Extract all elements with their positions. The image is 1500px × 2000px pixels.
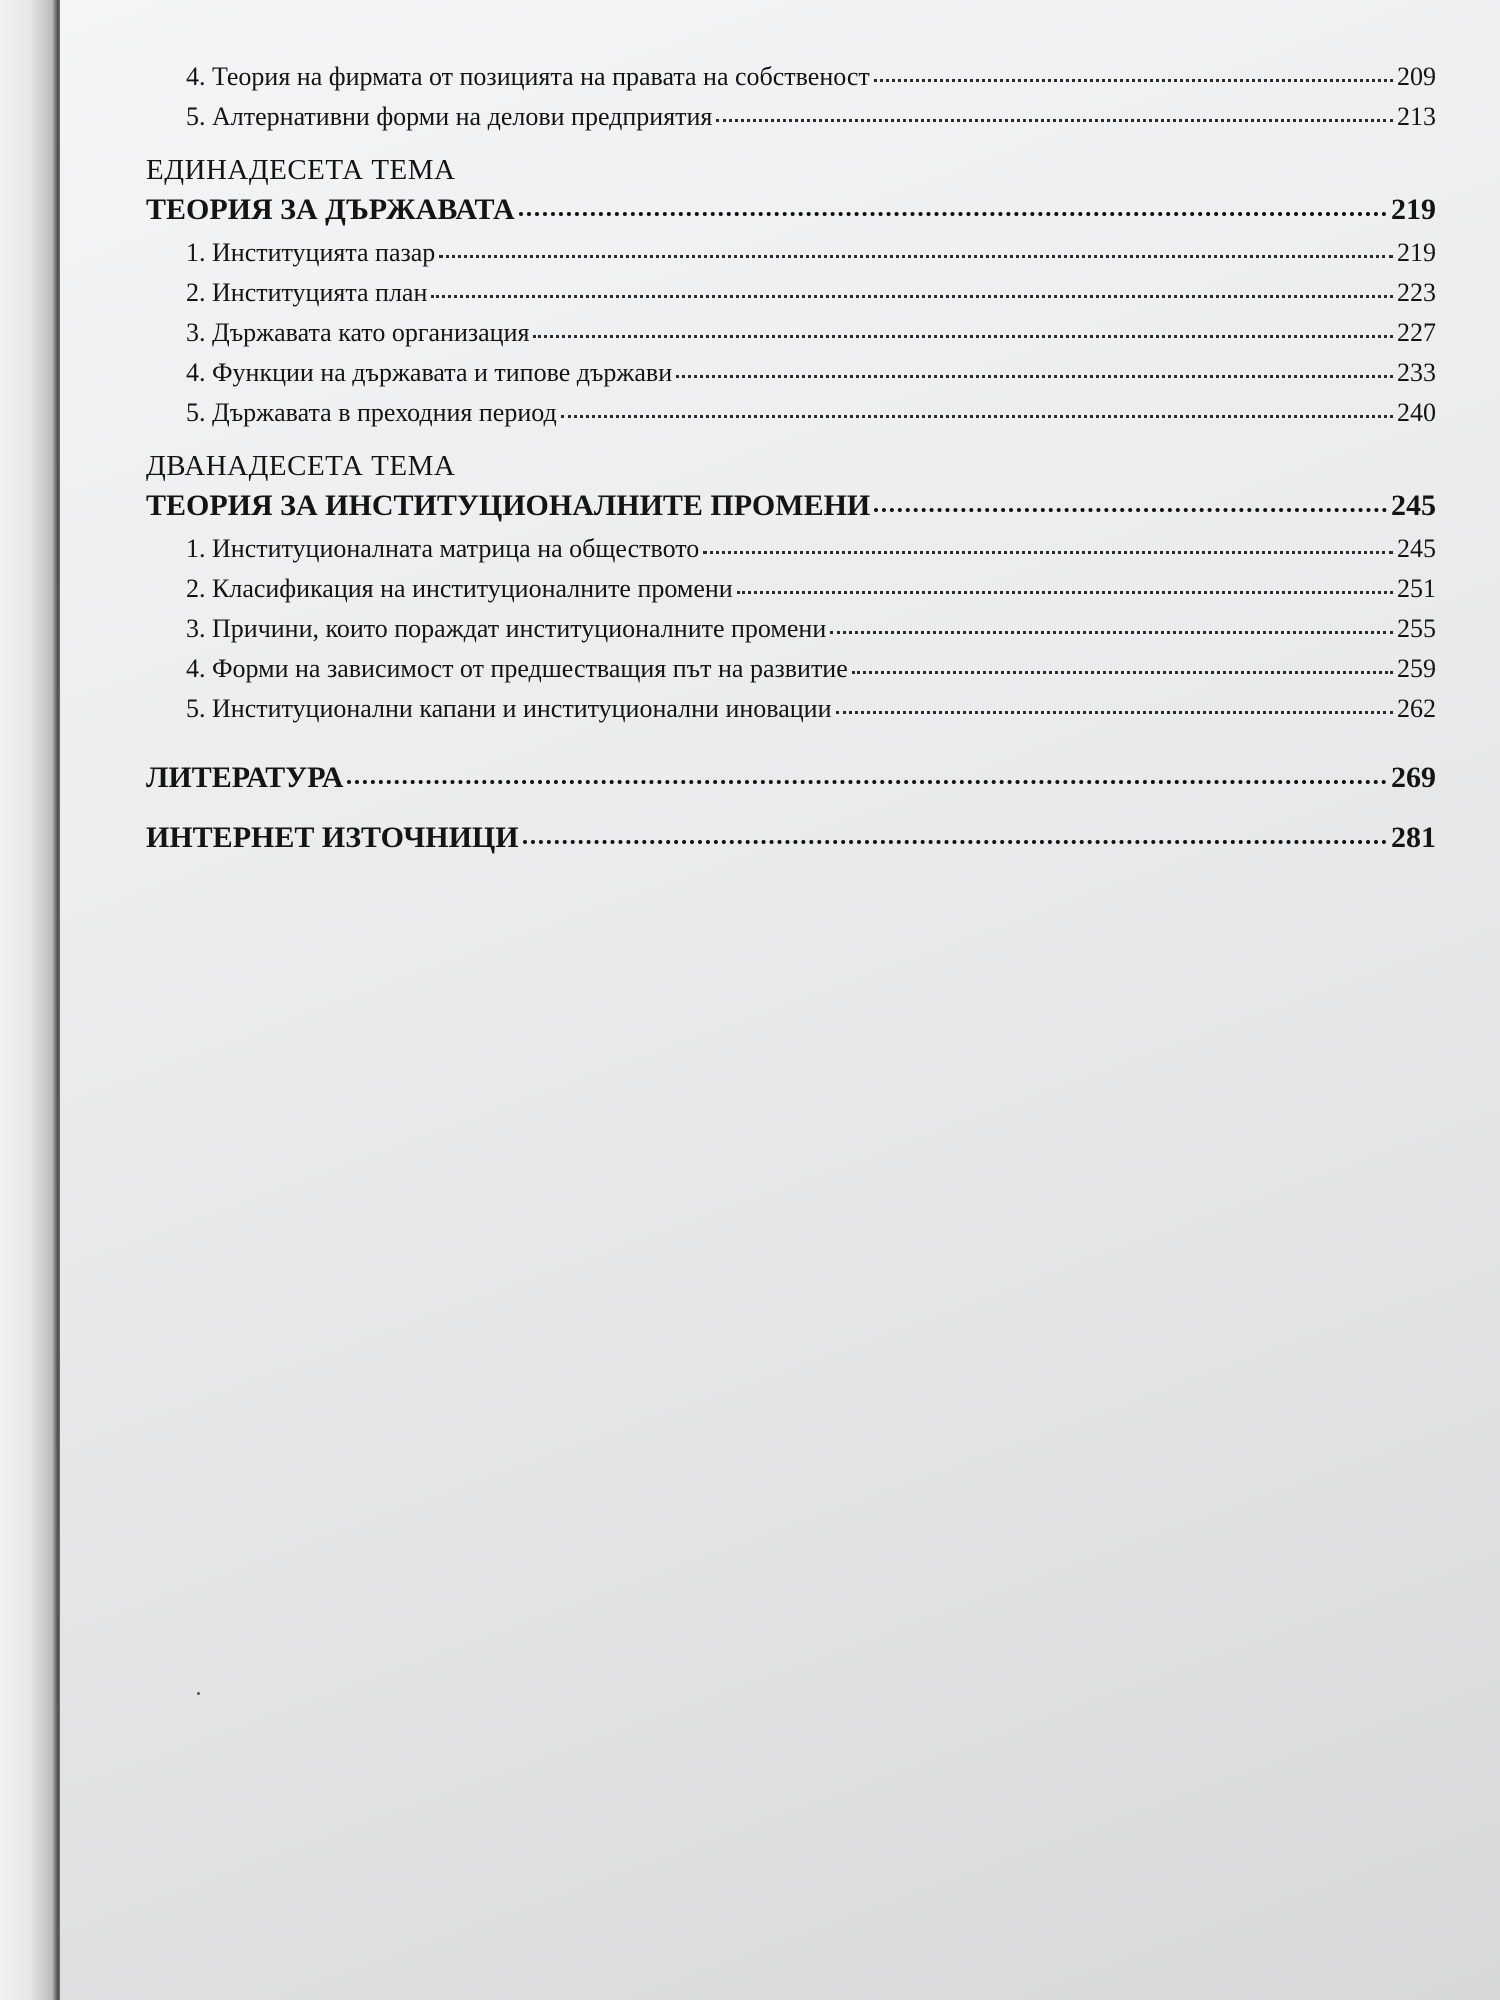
toc-entry-label: 4. Функции на държавата и типове държави xyxy=(186,358,673,387)
toc-entry-label: 4. Теория на фирмата от позицията на правата на собственост xyxy=(186,62,870,91)
book-gutter xyxy=(0,0,62,2000)
toc-entry xyxy=(146,102,1436,142)
internet-sources-label: ИНТЕРНЕТ ИЗТОЧНИЦИ xyxy=(146,821,519,854)
toc-entry-page: 255 xyxy=(1397,614,1436,643)
toc-entry-page: 213 xyxy=(1397,102,1436,131)
dot-leader xyxy=(830,631,1393,634)
dot-leader xyxy=(439,255,1393,258)
internet-sources-entry xyxy=(146,808,1436,868)
toc-entry-label: 3. Причини, които пораждат институционалните промени xyxy=(186,614,827,643)
toc-entry-page: 219 xyxy=(1397,238,1436,267)
spacer xyxy=(146,734,1436,748)
toc-entry-page: 262 xyxy=(1397,694,1436,723)
dot-leader xyxy=(836,711,1394,714)
literature-entry xyxy=(146,748,1436,808)
theme-11-page: 219 xyxy=(1391,193,1436,226)
toc-entry-label: 1. Институционалната матрица на обществото xyxy=(186,534,700,563)
toc-entry xyxy=(146,318,1436,358)
toc-entry xyxy=(146,654,1436,694)
toc-entry-page: 233 xyxy=(1397,358,1436,387)
toc-entry-page: 223 xyxy=(1397,278,1436,307)
toc-entry-label: 3. Държавата като организация xyxy=(186,318,530,347)
dot-leader xyxy=(431,295,1393,298)
dot-leader xyxy=(852,671,1393,674)
toc-entry xyxy=(146,534,1436,574)
toc-entry xyxy=(146,574,1436,614)
toc-entry-page: 240 xyxy=(1397,398,1436,427)
toc-entry-label: 4. Форми на зависимост от предшестващия път на развитие xyxy=(186,654,848,683)
toc-entry-page: 227 xyxy=(1397,318,1436,347)
toc-entry-page: 245 xyxy=(1397,534,1436,563)
toc-entry-page: 251 xyxy=(1397,574,1436,603)
theme-12-title-row xyxy=(146,484,1436,534)
dot-leader xyxy=(874,508,1387,512)
toc-entry-page: 209 xyxy=(1397,62,1436,91)
toc-entry-label: 5. Институционални капани и институционални иновации xyxy=(186,694,832,723)
dot-leader xyxy=(347,780,1387,784)
toc-entry-label: 5. Държавата в преходния период xyxy=(186,398,557,427)
theme-12-page: 245 xyxy=(1391,489,1436,522)
dot-leader xyxy=(737,591,1393,594)
toc-entry xyxy=(146,614,1436,654)
dot-leader xyxy=(519,212,1387,216)
dot-leader xyxy=(716,119,1393,122)
toc-entry-label: 2. Класификация на институционалните промени xyxy=(186,574,733,603)
dot-leader xyxy=(703,551,1393,554)
literature-page: 269 xyxy=(1391,761,1436,794)
toc-entry xyxy=(146,238,1436,278)
toc-entry-label: 2. Институцията план xyxy=(186,278,428,307)
dot-leader xyxy=(561,415,1393,418)
toc-entry-label: 5. Алтернативни форми на делови предприятия xyxy=(186,102,713,131)
dot-leader xyxy=(874,79,1393,82)
theme-12-title: ТЕОРИЯ ЗА ИНСТИТУЦИОНАЛНИТЕ ПРОМЕНИ xyxy=(146,489,871,522)
theme-11-title: ТЕОРИЯ ЗА ДЪРЖАВАТА xyxy=(146,193,515,226)
toc-entry xyxy=(146,398,1436,438)
toc-entry xyxy=(146,278,1436,318)
table-of-contents xyxy=(146,62,1436,868)
toc-entry xyxy=(146,694,1436,734)
dot-leader xyxy=(533,335,1393,338)
toc-entry xyxy=(146,358,1436,398)
toc-entry-page: 259 xyxy=(1397,654,1436,683)
internet-sources-page: 281 xyxy=(1391,821,1436,854)
theme-11-heading: ЕДИНАДЕСЕТА ТЕМА xyxy=(146,154,456,186)
dot-leader xyxy=(676,375,1393,378)
literature-label: ЛИТЕРАТУРА xyxy=(146,761,344,794)
theme-11-title-row xyxy=(146,188,1436,238)
toc-entry-label: 1. Институцията пазар xyxy=(186,238,436,267)
paper-speck xyxy=(197,1692,200,1695)
theme-12-heading: ДВАНАДЕСЕТА ТЕМА xyxy=(146,450,456,482)
toc-entry xyxy=(146,62,1436,102)
dot-leader xyxy=(523,840,1387,844)
